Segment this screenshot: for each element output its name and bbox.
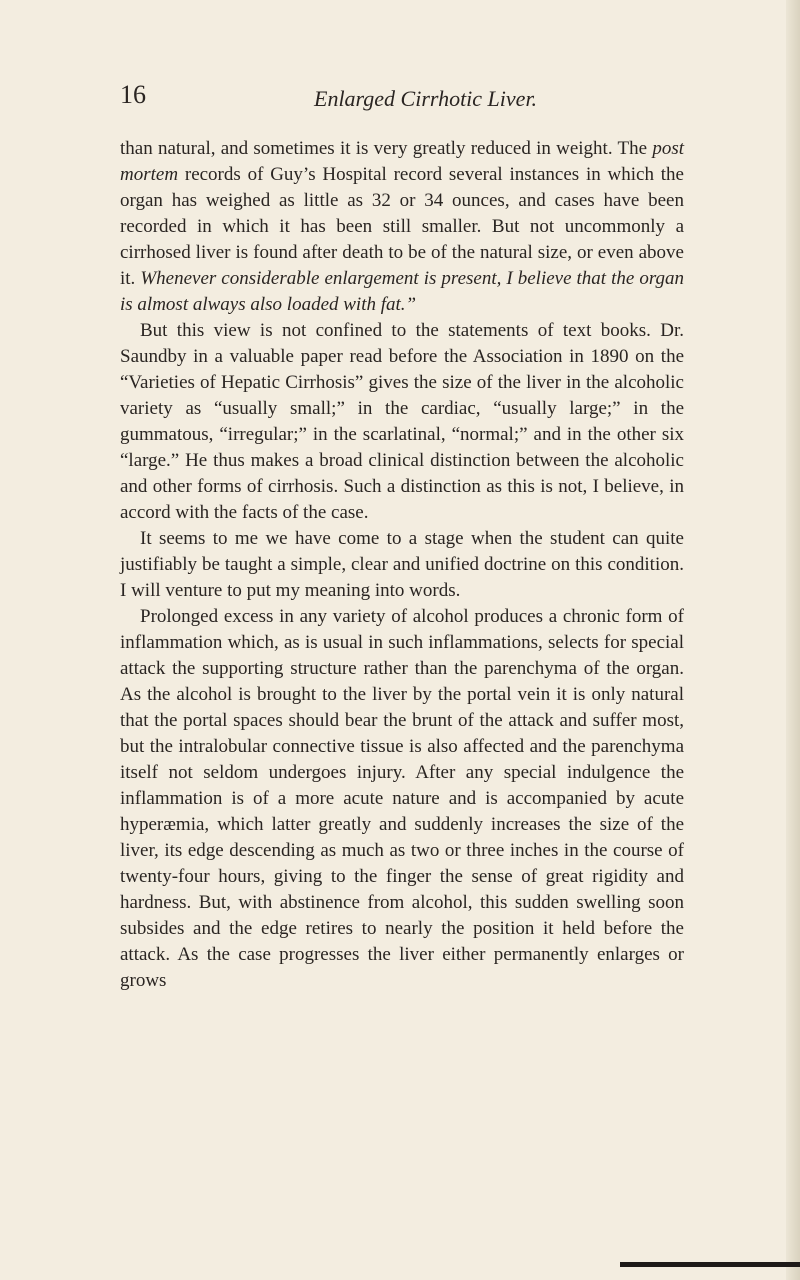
paragraph-1-text-c: records of Guy’s Hospital record several instances in which the organ has weighed as little as 32 or 34 ounces, and cases have been recorded in which it has been still smaller. But not uncommonly a cirrhosed liver is found after death to be of the natural size, or even above it. [120,164,684,289]
body-text [120,136,684,994]
paragraph-1 [120,136,684,318]
paragraph-1-text-a: than natural, and sometimes it is very greatly reduced in weight. The [120,138,653,159]
page-header [120,80,680,120]
page-number: 16 [120,80,146,109]
running-title: Enlarged Cirrhotic Liver. [314,86,538,111]
paragraph-3: It seems to me we have come to a stage when the student can quite justifiably be taught a simple, clear and unified doctrine on this condition. I will venture to put my meaning into words. [120,528,684,601]
bottom-edge-rule [620,1262,800,1267]
paragraph-2: But this view is not confined to the statements of text books. Dr. Saundby in a valuable paper read before the Association in 1890 on the “Varieties of Hepatic Cirrhosis” gives the size of the liver in the alcoholic variety as “usually small;” in the cardiac, “usually large;” in the gummatous, “irregular;” in the scarlatinal, “normal;” and in the other six “large.” He thus makes a broad clinical distinction between the alcoholic and other forms of cirrhosis. Such a distinction as this is not, I believe, in accord with the facts of the case. [120,320,684,523]
paragraph-4: Prolonged excess in any variety of alcohol produces a chronic form of inflammation which, as is usual in such inflammations, selects for special attack the supporting structure rather than the parenchyma of the organ. As the alcohol is brought to the liver by the portal vein it is only natural that the portal spaces should bear the brunt of the attack and suffer most, but the intralobular connective tissue is also affected and the parenchyma itself not seldom undergoes injury. After any special indulgence the inflammation is of a more acute nature and is accompanied by acute hyperæmia, which latter greatly and suddenly increases the size of the liver, its edge descending as much as two or three inches in the course of twenty-four hours, giving to the finger the sense of great rigidity and hardness. But, with abstinence from alcohol, this sudden swelling soon subsides and the edge retires to nearly the position it held before the attack. As the case progresses the liver either permanently enlarges or grows [120,606,684,991]
page-edge-shadow [786,0,800,1280]
post-mortem-italic: post mortem [120,138,684,185]
italic-quotation: Whenever considerable enlargement is present, I believe that the organ is almost always also loaded with fat.” [120,268,685,315]
